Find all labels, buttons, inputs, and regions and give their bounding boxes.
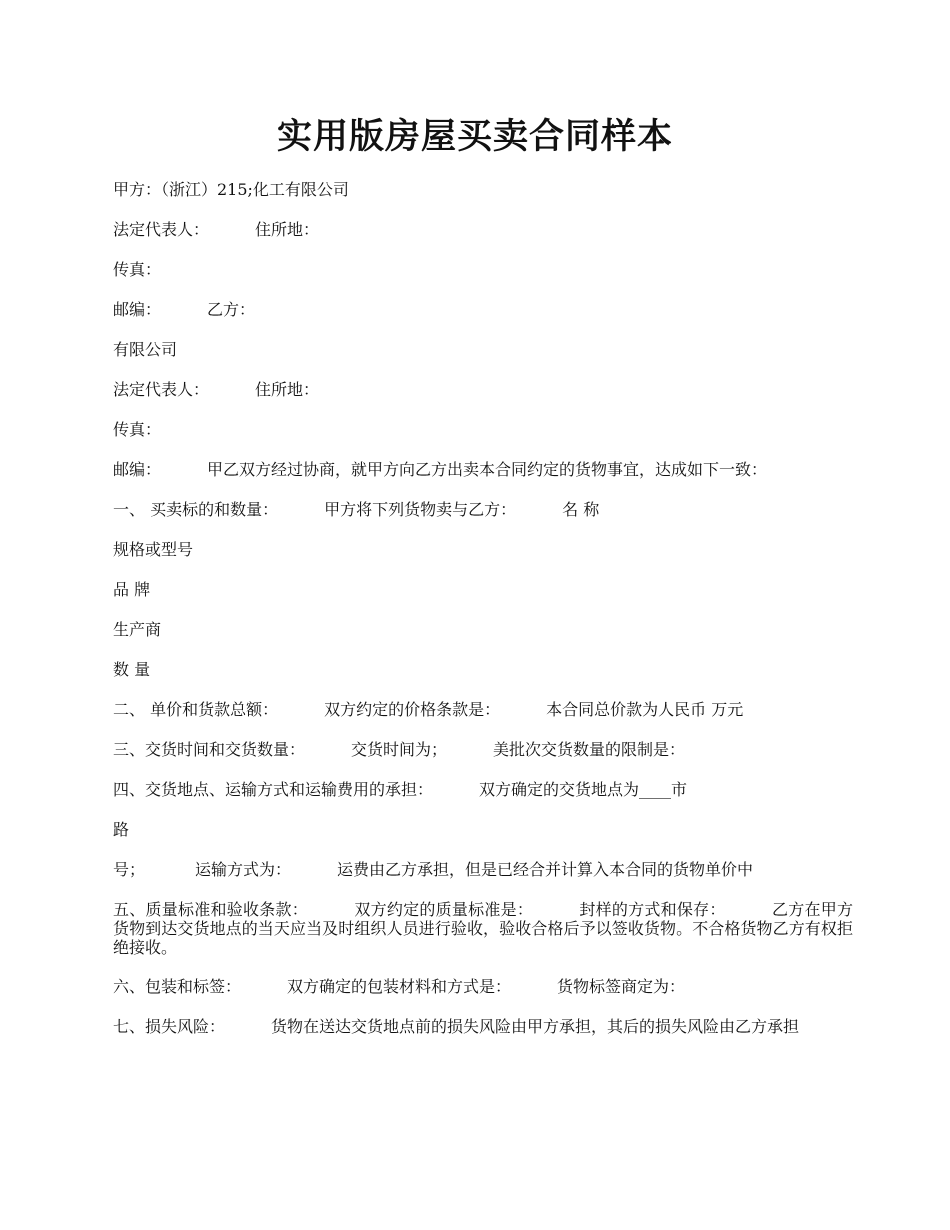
zip-label: 邮编： xyxy=(113,460,162,479)
company-b: 有限公司 xyxy=(113,340,178,359)
document-title: 实用版房屋买卖合同样本 xyxy=(276,116,673,157)
party-b-label: 乙方： xyxy=(207,300,256,319)
zip-label: 邮编： xyxy=(113,300,162,319)
brand-line xyxy=(113,580,853,600)
maker-label: 生产商 xyxy=(113,620,162,639)
rep-label: 法定代表人： xyxy=(113,380,210,399)
fax-label: 传真： xyxy=(113,420,162,439)
transport-label: 运输方式为： xyxy=(195,860,292,879)
section-2-line xyxy=(113,700,853,720)
total-price-text: 本合同总价款为人民币 万元 xyxy=(546,700,744,719)
rep-label: 法定代表人： xyxy=(113,220,210,239)
address-label: 住所地： xyxy=(255,380,320,399)
goods-name-label: 名 称 xyxy=(562,500,600,519)
inspection-text: 乙方在甲方货物到达交货地点的当天应当及时组织人员进行验收，验收合格后予以签收货物。不合格货物乙方有权拒绝接收。 xyxy=(113,900,853,957)
address-label: 住所地： xyxy=(255,220,320,239)
section-heading: 五、质量标准和验收条款： xyxy=(113,900,309,919)
quantity-label: 数 量 xyxy=(113,660,151,679)
sample-text: 封样的方式和保存： xyxy=(579,900,726,919)
risk-text: 货物在送达交货地点前的损失风险由甲方承担，其后的损失风险由乙方承担 xyxy=(271,1017,800,1036)
section-6-line xyxy=(113,977,853,997)
section-heading: 一、 买卖标的和数量： xyxy=(113,500,279,519)
document-body xyxy=(113,180,853,1056)
section-heading: 二、 单价和货款总额： xyxy=(113,700,279,719)
delivery-limit-text: 美批次交货数量的限制是： xyxy=(493,740,686,759)
packaging-text: 双方确定的包装材料和方式是： xyxy=(287,977,512,996)
transport-line xyxy=(113,860,853,880)
company-b-line xyxy=(113,340,853,360)
party-a-line xyxy=(113,180,853,200)
section-3-line xyxy=(113,740,853,760)
section-4-line xyxy=(113,780,853,800)
party-a-rep-line xyxy=(113,220,853,240)
road-line xyxy=(113,820,853,840)
delivery-time-text: 交货时间为； xyxy=(351,740,448,759)
transport-fee-text: 运费由乙方承担，但是已经合并计算入本合同的货物单价中 xyxy=(337,860,754,879)
section-heading: 六、包装和标签： xyxy=(113,977,242,996)
quality-standard-text: 双方约定的质量标准是： xyxy=(354,900,534,919)
section-text: 甲方将下列货物卖与乙方： xyxy=(324,500,517,519)
section-1-line xyxy=(113,500,853,520)
number-label: 号； xyxy=(113,860,146,879)
party-b-rep-line xyxy=(113,380,853,400)
road-label: 路 xyxy=(113,820,130,839)
agreement-line xyxy=(113,460,853,480)
party-a: 甲方：（浙江）215;化工有限公司 xyxy=(113,180,349,199)
brand-label: 品 牌 xyxy=(113,580,151,599)
quantity-line xyxy=(113,660,853,680)
section-5-paragraph xyxy=(113,900,853,957)
fax-line xyxy=(113,260,853,280)
section-7-paragraph xyxy=(113,1017,853,1036)
fax-label: 传真： xyxy=(113,260,162,279)
section-heading: 七、损失风险： xyxy=(113,1017,226,1036)
spec-line xyxy=(113,540,853,560)
agreement-text: 甲乙双方经过协商，就甲方向乙方出卖本合同约定的货物事宜，达成如下一致： xyxy=(207,460,768,479)
section-heading: 三、交货时间和交货数量： xyxy=(113,740,306,759)
label-text: 货物标签商定为： xyxy=(557,977,686,996)
delivery-place-text: 双方确定的交货地点为____市 xyxy=(479,780,688,799)
fax-b-line xyxy=(113,420,853,440)
section-heading: 四、交货地点、运输方式和运输费用的承担： xyxy=(113,780,434,799)
spec-label: 规格或型号 xyxy=(113,540,194,559)
maker-line xyxy=(113,620,853,640)
zip-party-b-line xyxy=(113,300,853,320)
section-text: 双方约定的价格条款是： xyxy=(324,700,501,719)
